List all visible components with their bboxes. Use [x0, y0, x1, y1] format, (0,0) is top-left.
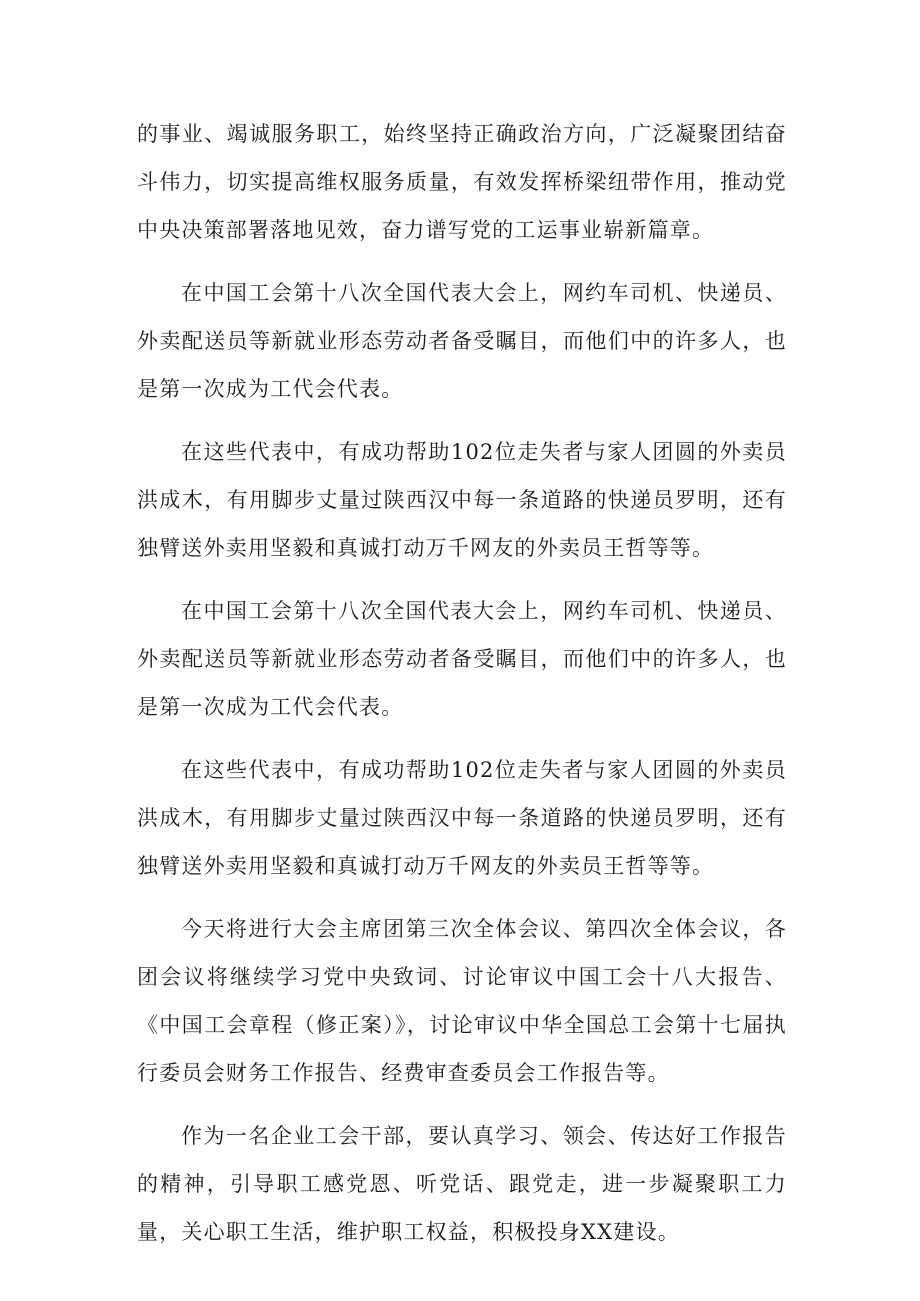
- paragraph-2: 在中国工会第十八次全国代表大会上，网约车司机、快递员、外卖配送员等新就业形态劳动者备受瞩目，而他们中的许多人，也是第一次成为工代会代表。: [137, 281, 787, 401]
- paragraph-6: 今天将进行大会主席团第三次全体会议、第四次全体会议，各团会议将继续学习党中央致词、讨论审议中国工会十八大报告、《中国工会章程（修正案）》，讨论审议中华全国总工会第十七届执行委员会财务工作报告、经费审查委员会工作报告等。: [137, 917, 787, 1085]
- document-page: [137, 110, 787, 1271]
- paragraph-1: 的事业、竭诚服务职工，始终坚持正确政治方向，广泛凝聚团结奋斗伟力，切实提高维权服务质量，有效发挥桥梁纽带作用，推动党中央决策部署落地见效，奋力谱写党的工运事业崭新篇章。: [137, 122, 787, 242]
- paragraph-4: 在中国工会第十八次全国代表大会上，网约车司机、快递员、外卖配送员等新就业形态劳动者备受瞩目，而他们中的许多人，也是第一次成为工代会代表。: [137, 599, 787, 719]
- paragraph-3: 在这些代表中，有成功帮助102位走失者与家人团圆的外卖员洪成木，有用脚步丈量过陕西汉中每一条道路的快递员罗明，还有独臂送外卖用坚毅和真诚打动万千网友的外卖员王哲等等。: [137, 440, 787, 560]
- paragraph-5: 在这些代表中，有成功帮助102位走失者与家人团圆的外卖员洪成木，有用脚步丈量过陕西汉中每一条道路的快递员罗明，还有独臂送外卖用坚毅和真诚打动万千网友的外卖员王哲等等。: [137, 758, 787, 878]
- paragraph-7: 作为一名企业工会干部，要认真学习、领会、传达好工作报告的精神，引导职工感党恩、听党话、跟党走，进一步凝聚职工力量，关心职工生活，维护职工权益，积极投身XX建设。: [137, 1124, 787, 1244]
